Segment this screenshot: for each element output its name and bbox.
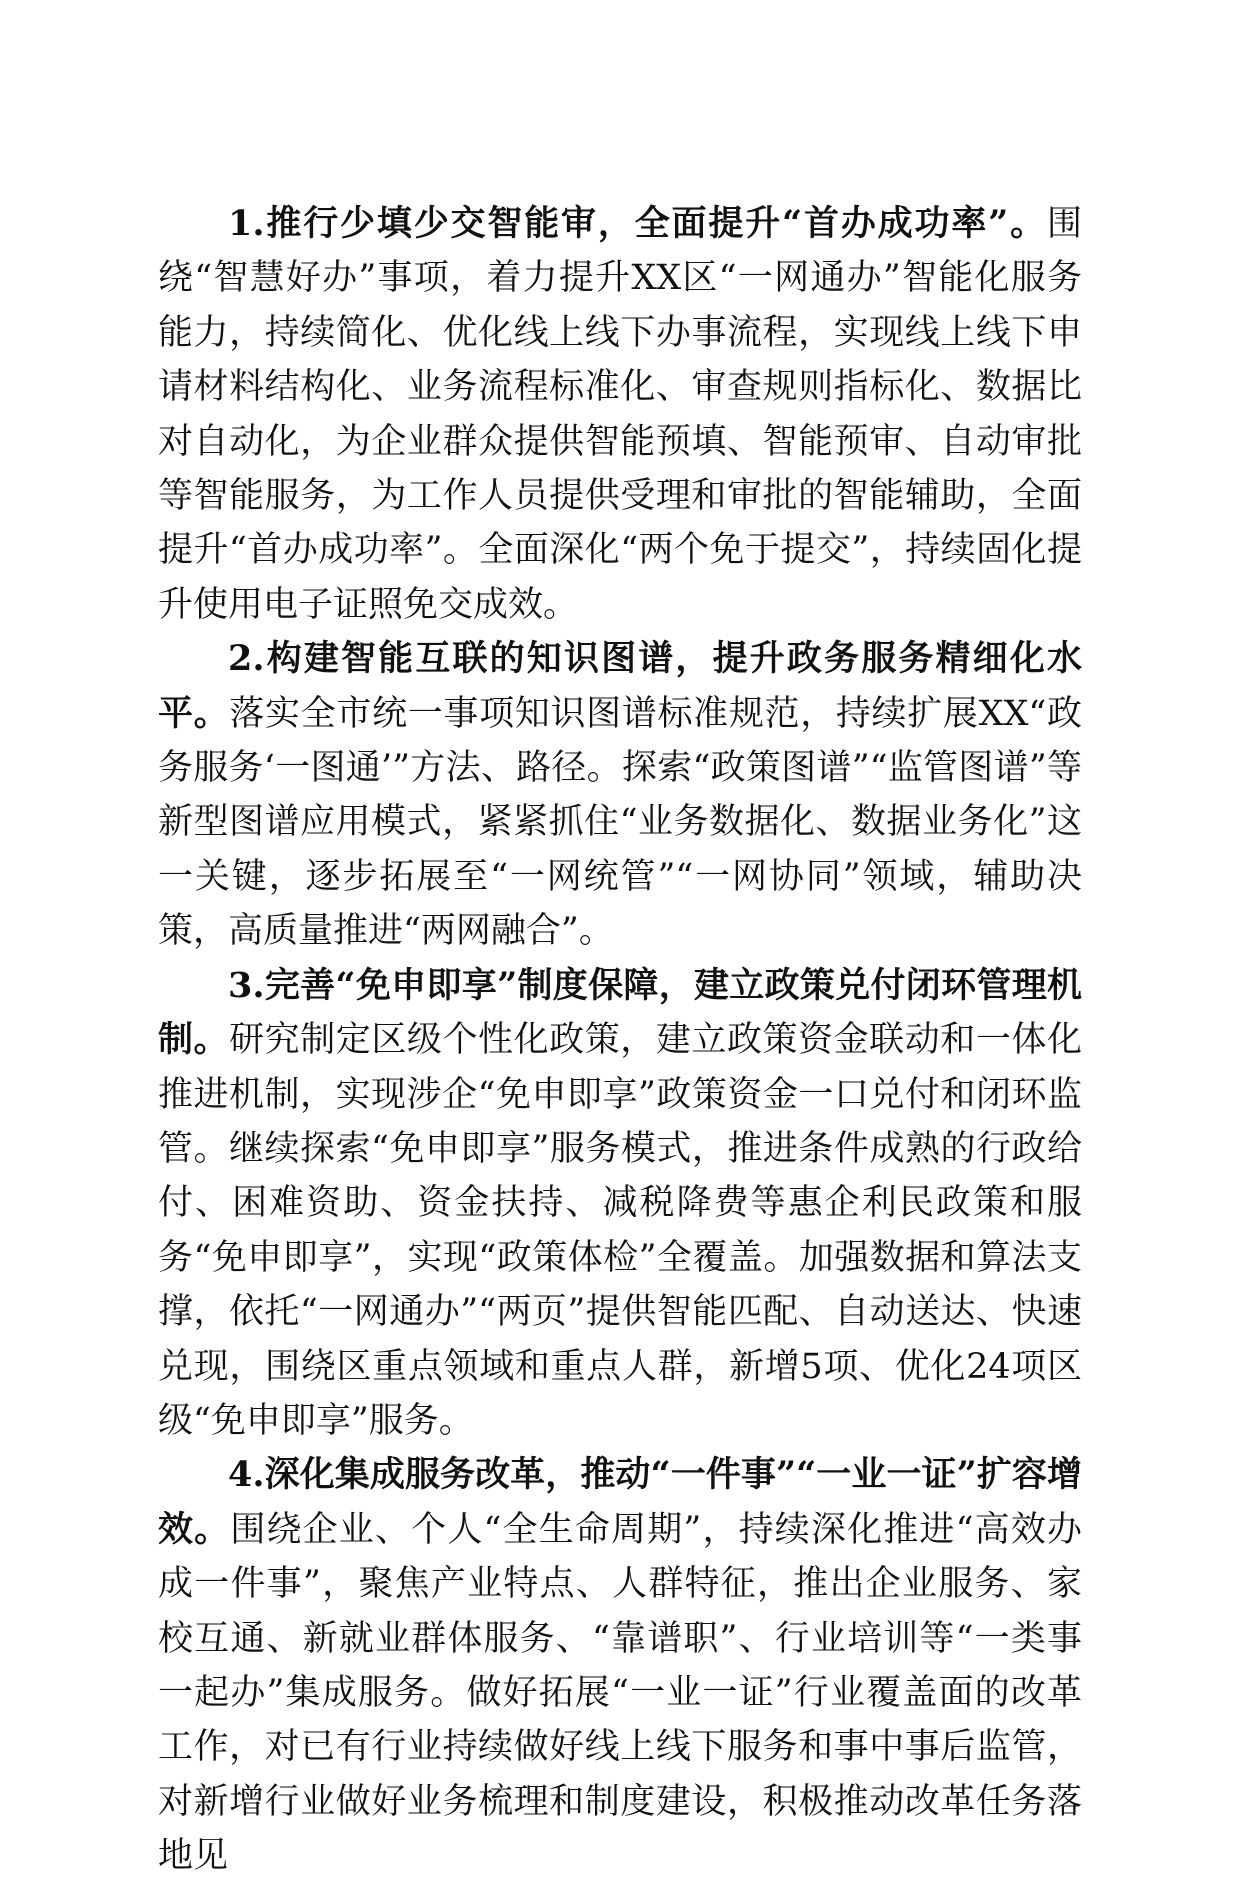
paragraph-1 — [158, 197, 1082, 632]
paragraph-3-heading: 3.完善“免申即享”制度保障，建立政策兑付闭环管理机制。 — [158, 964, 1082, 1061]
paragraph-1-heading: 1.推行少填少交智能审，全面提升“首办成功率”。 — [228, 203, 1047, 244]
document-page — [158, 197, 1082, 1884]
paragraph-4 — [158, 1448, 1082, 1883]
paragraph-3-body: 研究制定区级个性化政策，建立政策资金联动和一体化推进机制，实现涉企“免申即享”政策资金一口兑付和闭环监管。继续探索“免申即享”服务模式，推进条件成熟的行政给付、困难资助、资金扶持、减税降费等惠企利民政策和服务“免申即享”，实现“政策体检”全覆盖。加强数据和算法支撑，依托“一网通办”“两页”提供智能匹配、自动送达、快速兑现，围绕区重点领域和重点人群，新增5项、优化24项区级“免申即享”服务。 — [158, 1020, 1082, 1441]
paragraph-2 — [158, 632, 1082, 958]
paragraph-4-heading: 4.深化集成服务改革，推动“一件事”“一业一证”扩容增效。 — [158, 1454, 1082, 1550]
paragraph-4-body: 围绕企业、个人“全生命周期”，持续深化推进“高效办成一件事”，聚焦产业特点、人群特征，推出企业服务、家校互通、新就业群体服务、“靠谱职”、行业培训等“一类事一起办”集成服务。做好拓展“一业一证”行业覆盖面的改革工作，对已有行业持续做好线上线下服务和事中事后监管，对新增行业做好业务梳理和制度建设，积极推动改革任务落地见 — [158, 1509, 1082, 1877]
paragraph-1-body: 围绕“智慧好办”事项，着力提升XX区“一网通办”智能化服务能力，持续简化、优化线上线下办事流程，实现线上线下申请材料结构化、业务流程标准化、审查规则指标化、数据比对自动化，为企业群众提供智能预填、智能预审、自动审批等智能服务，为工作人员提供受理和审批的智能辅助，全面提升“首办成功率”。全面深化“两个免于提交”，持续固化提升使用电子证照免交成效。 — [158, 204, 1082, 625]
paragraph-3 — [158, 959, 1082, 1449]
paragraph-2-heading: 2.构建智能互联的知识图谱，提升政务服务精细化水平。 — [158, 638, 1082, 734]
paragraph-2-body: 落实全市统一事项知识图谱标准规范，持续扩展XX“政务服务‘一图通’”方法、路径。探索“政策图谱”“监管图谱”等新型图谱应用模式，紧紧抓住“业务数据化、数据业务化”这一关键，逐步拓展至“一网统管”“一网协同”领域，辅助决策，高质量推进“两网融合”。 — [158, 693, 1082, 952]
